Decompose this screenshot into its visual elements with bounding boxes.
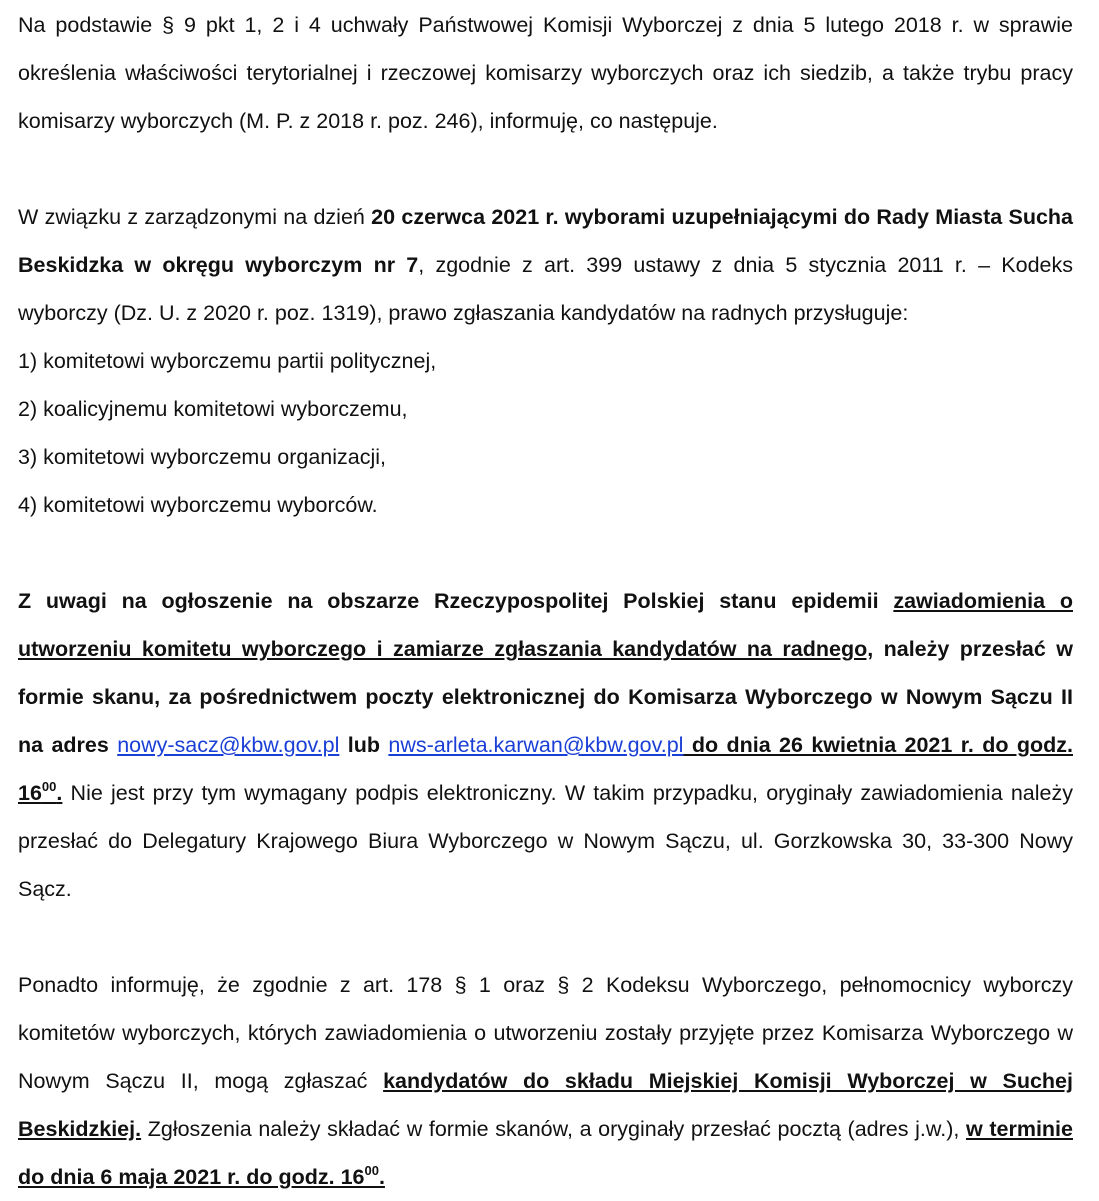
list-item: 4) komitetowi wyborczemu wyborców. (18, 493, 378, 517)
deadline-minutes: 00 (41, 779, 57, 794)
paragraph-election-info (18, 193, 1073, 337)
list-item: 2) koalicyjnemu komitetowi wyborczemu, (18, 397, 408, 421)
epidemic-notice-underlined: zawiadomienia o utworzeniu komitetu wyborczego i zamiarze zgłaszania kandydatów na radnego, (18, 589, 1073, 661)
paragraph-spacer (18, 145, 1073, 193)
email-link-arleta-karwan[interactable]: nws-arleta.karwan@kbw.gov.pl (388, 733, 684, 757)
committee-list (18, 337, 1073, 529)
election-info-bold: 20 czerwca 2021 r. wyborami uzupełniającymi do Rady Miasta Sucha Beskidzka w okręgu wyborczym nr 7 (18, 205, 1074, 277)
paragraph-legal-basis (18, 1, 1073, 145)
commission-deadline-text: w terminie do dnia 6 maja 2021 r. do godz. 16 (18, 1117, 1073, 1189)
epidemic-notice-bold-mid: należy przesłać w formie skanu, za pośrednictwem poczty elektronicznej do Komisarza Wyborczego w Nowym Sączu II na adres (18, 637, 1073, 757)
list-item: 1) komitetowi wyborczemu partii politycznej, (18, 349, 437, 373)
paragraph-spacer (18, 913, 1073, 961)
commission-mid: Zgłoszenia należy składać w formie skanów, a oryginały przesłać pocztą (adres j.w.), (141, 1117, 966, 1141)
paragraph-legal-basis-text: Na podstawie § 9 pkt 1, 2 i 4 uchwały Państwowej Komisji Wyborczej z dnia 5 lutego 2018 r. w sprawie określenia właściwości terytorialnej i rzeczowej komisarzy wyborczych oraz ich siedzib, a także trybu pracy komisarzy wyborczych (M. P. z 2018 r. poz. 246), informuję, co następuje. (18, 13, 1073, 133)
epidemic-notice-connector: lub (339, 733, 389, 757)
epidemic-notice-rest: Nie jest przy tym wymagany podpis elektroniczny. W takim przypadku, oryginały zawiadomienia należy przesłać do Delegatury Krajowego Biura Wyborczego w Nowym Sączu, ul. Gorzkowska 30, 33-300 Nowy Sącz. (18, 781, 1073, 901)
deadline-period: . (56, 781, 63, 805)
commission-underlined: kandydatów do składu Miejskiej Komisji Wyborczej w Suchej Beskidzkiej. (18, 1069, 1073, 1141)
epidemic-notice-bold-start: Z uwagi na ogłoszenie na obszarze Rzeczypospolitej Polskiej stanu epidemii (18, 589, 894, 613)
email-link-nowy-sacz[interactable]: nowy-sacz@kbw.gov.pl (117, 733, 340, 757)
election-info-rest: , zgodnie z art. 399 ustawy z dnia 5 stycznia 2011 r. – Kodeks wyborczy (Dz. U. z 2020 r. poz. 1319), prawo zgłaszania kandydatów na radnych przysługuje: (18, 253, 1073, 325)
commission-deadline-period: . (378, 1165, 385, 1189)
commission-deadline-minutes: 00 (364, 1163, 379, 1178)
list-item: 3) komitetowi wyborczemu organizacji, (18, 445, 387, 469)
paragraph-spacer (18, 529, 1073, 577)
paragraph-commission-candidates (18, 961, 1073, 1201)
paragraph-epidemic-notice (18, 577, 1073, 913)
election-info-intro: W związku z zarządzonymi na dzień (18, 205, 372, 229)
commission-intro: Ponadto informuję, że zgodnie z art. 178 § 1 oraz § 2 Kodeksu Wyborczego, pełnomocnicy wyborczy komitetów wyborczych, których zawiadomienia o utworzeniu zostały przyjęte przez Komisarza Wyborczego w Nowym Sączu II, mogą zgłaszać (18, 973, 1073, 1093)
deadline-text: do dnia 26 kwietnia 2021 r. do godz. 16 (18, 733, 1073, 805)
